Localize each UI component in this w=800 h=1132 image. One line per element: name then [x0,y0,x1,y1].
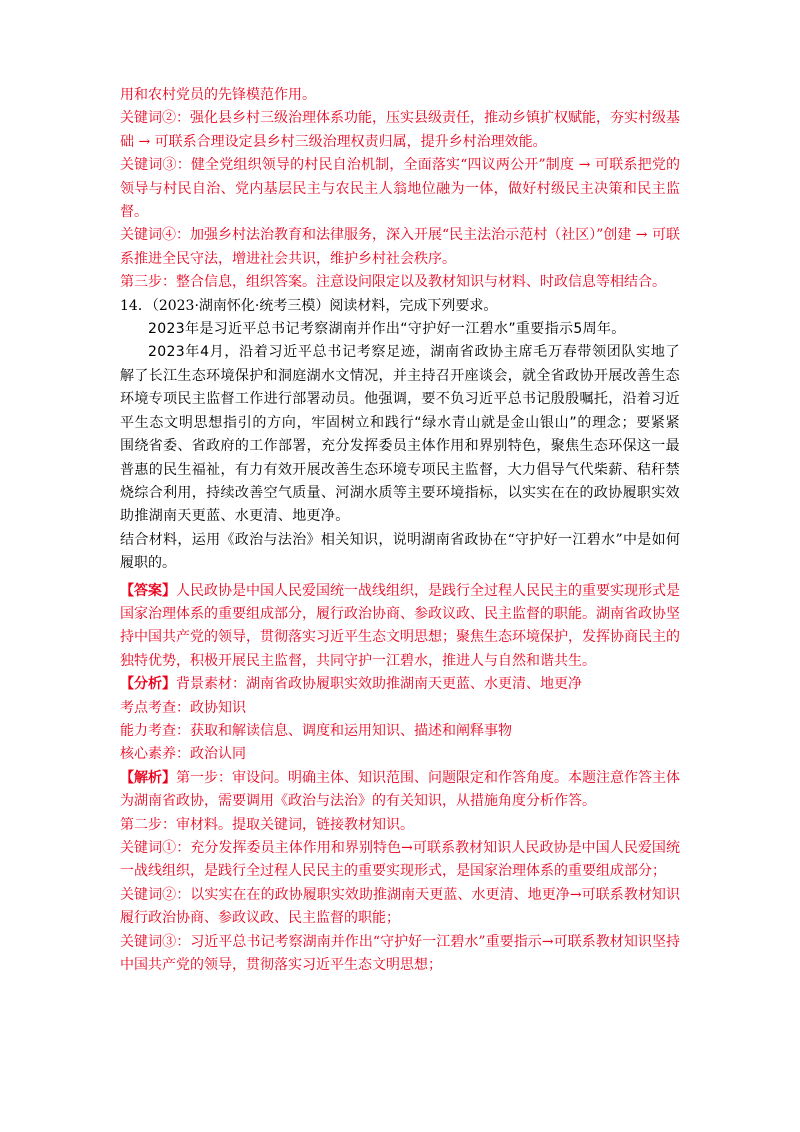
explain-block [120,767,680,814]
explain-keyword-1: 关键词①：充分发挥委员主体作用和界别特色→可联系教材知识人民政协是中国人民爱国统一战线组织，是践行全过程人民民主的重要实现形式，是国家治理体系的重要组成部分； [120,840,680,880]
prev-answer-tail: 用和农村党员的先锋模范作用。 [120,87,316,103]
analysis-text: 背景素材：湖南省政协履职实效助推湖南天更蓝、水更清、地更净 [176,676,582,693]
answer-text: 人民政协是中国人民爱国统一战线组织，是践行全过程人民民主的重要实现形式是国家治理体系的重要组成部分，履行政治协商、参政议政、民主监督的职能。湖南省政协坚持中国共产党的领导，贯彻落实习近平生态文明思想；聚焦生态环境保护，发挥协商民主的独特优势，积极开展民主监督，共同守护一江碧水，推进人与自然和谐共生。 [120,582,680,669]
explain-tag: 【解析】 [120,769,176,786]
explain-keyword-3: 关键词③：习近平总书记考察湖南并作出“守护好一江碧水”重要指示→可联系教材知识坚持中国共产党的领导，贯彻落实习近平生态文明思想； [120,933,680,974]
question-number: 14． [120,297,152,314]
document-page [120,84,680,977]
step-3-prev: 第三步：整合信息，组织答案。注意设问限定以及教材知识与材料、时政信息等相结合。 [120,274,666,291]
analysis-block [120,673,680,696]
material-paragraph-1: 2023年是习近平总书记考察湖南并作出“守护好一江碧水”重要指示5周年。 [148,321,626,338]
explain-keyword-2: 关键词②：以实实在在的政协履职实效助推湖南天更蓝、水更清、地更净→可联系教材知识履行政治协商、参政议政、民主监督的职能； [120,886,680,927]
question-header [120,295,680,318]
analysis-kaodian: 考点考查：政协知识 [120,699,246,716]
keyword-4-prev: 关键词④：加强乡村法治教育和法律服务，深入开展“民主法治示范村（社区）”创建 → 可联系推进全民守法，增进社会共识，维护乡村社会秩序。 [120,227,680,267]
keyword-2-prev: 关键词②：强化县乡村三级治理体系功能，压实县级责任，推动乡镇扩权赋能，夯实村级基础 → 可联系合理设定县乡村三级治理权责归属，提升乡村治理效能。 [120,110,680,150]
question-source: （2023·湖南怀化·统考三模）阅读材料，完成下列要求。 [151,297,498,314]
answer-tag: 【答案】 [120,582,176,599]
keyword-3-prev: 关键词③：健全党组织领导的村民自治机制，全面落实“四议两公开”制度 → 可联系把党的领导与村民自治、党内基层民主与农民主人翁地位融为一体，做好村级民主决策和民主监督。 [120,157,680,221]
material-paragraph-2: 2023年4月，沿着习近平总书记考察足迹，湖南省政协主席毛万春带领团队实地了解了长江生态环境保护和洞庭湖水文情况，并主持召开座谈会，就全省政协开展改善生态环境专项民主监督工作进行部署动员。他强调，要不负习近平总书记殷殷嘱托，沿着习近平生态文明思想指引的方向，牢固树立和践行“绿水青山就是金山银山”的理念；要紧紧围绕省委、省政府的工作部署，充分发挥委员主体作用和界别特色，聚焦生态环保这一最普惠的民生福祉，有力有效开展改善生态环境专项民主监督，大力倡导气代柴薪、秸秆禁烧综合利用，持续改善空气质量、河湖水质等主要环境指标，以实实在在的政协履职实效助推湖南天更蓝、水更清、地更净。 [120,344,680,525]
question-task: 结合材料，运用《政治与法治》相关知识，说明湖南省政协在“守护好一江碧水”中是如何履职的。 [120,531,680,572]
explain-step-2: 第二步：审材料。提取关键词，链接教材知识。 [120,816,414,833]
analysis-nengli: 能力考查：获取和解读信息、调度和运用知识、描述和阐释事物 [120,722,512,739]
answer-block [120,580,680,674]
analysis-tag: 【分析】 [120,676,176,693]
explain-text: 第一步：审设问。明确主体、知识范围、问题限定和作答角度。本题注意作答主体为湖南省政协，需要调用《政治与法治》的有关知识，从措施角度分析作答。 [120,769,680,810]
analysis-suyang: 核心素养：政治认同 [120,746,246,763]
